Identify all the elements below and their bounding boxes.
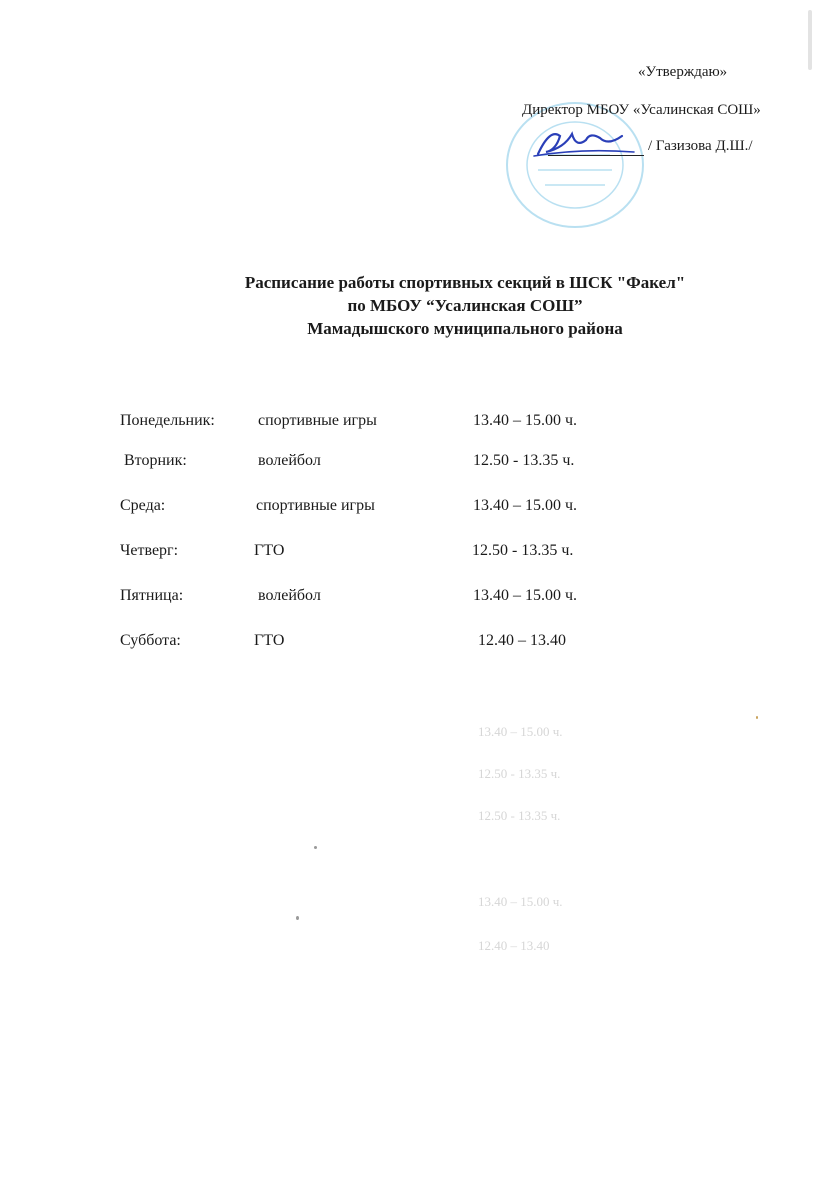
schedule-day: Четверг: xyxy=(120,542,179,559)
scan-speck xyxy=(296,916,299,920)
schedule-time: 13.40 – 15.00 ч. xyxy=(473,412,578,429)
schedule-row xyxy=(0,412,830,436)
scan-edge-mark xyxy=(808,10,812,70)
schedule-activity: волейбол xyxy=(258,587,321,604)
scan-speck xyxy=(756,716,758,719)
schedule-time: 13.40 – 15.00 ч. xyxy=(473,587,578,604)
schedule-activity: спортивные игры xyxy=(256,497,375,514)
show-through-text: 13.40 – 15.00 ч. xyxy=(478,724,563,739)
schedule-time: 12.40 – 13.40 xyxy=(478,632,566,649)
show-through-text: 12.50 - 13.35 ч. xyxy=(478,766,561,781)
schedule-activity: спортивные игры xyxy=(258,412,377,429)
show-through-text: 13.40 – 15.00 ч. xyxy=(478,894,563,909)
schedule-day: Суббота: xyxy=(120,632,181,649)
schedule-activity: ГТО xyxy=(254,632,285,649)
schedule-row xyxy=(0,632,830,656)
schedule-row xyxy=(0,542,830,566)
schedule-time: 12.50 - 13.35 ч. xyxy=(472,542,574,559)
scan-speck xyxy=(314,846,317,849)
schedule-row xyxy=(0,452,830,476)
schedule-day: Среда: xyxy=(120,497,166,514)
schedule-day: Понедельник: xyxy=(120,412,215,429)
show-through-text: 12.50 - 13.35 ч. xyxy=(478,808,561,823)
schedule-day: Вторник: xyxy=(124,452,187,469)
document-district: Мамадышского муниципального района xyxy=(307,319,623,338)
schedule-row xyxy=(0,587,830,611)
document-subtitle: по МБОУ “Усалинская СОШ” xyxy=(347,296,583,315)
schedule-time: 13.40 – 15.00 ч. xyxy=(473,497,578,514)
schedule-time: 12.50 - 13.35 ч. xyxy=(473,452,575,469)
schedule-activity: волейбол xyxy=(258,452,321,469)
show-through-text: 12.40 – 13.40 xyxy=(478,938,550,953)
schedule-activity: ГТО xyxy=(254,542,285,559)
document-title: Расписание работы спортивных секций в ШСК "Факел" xyxy=(244,273,686,292)
approval-name: / Газизова Д.Ш./ xyxy=(648,138,753,154)
approval-title: «Утверждаю» xyxy=(638,64,728,80)
schedule-row xyxy=(0,497,830,521)
schedule-day: Пятница: xyxy=(120,587,184,604)
director-signature xyxy=(530,118,640,163)
approval-director: Директор МБОУ «Усалинская СОШ» xyxy=(522,102,761,118)
